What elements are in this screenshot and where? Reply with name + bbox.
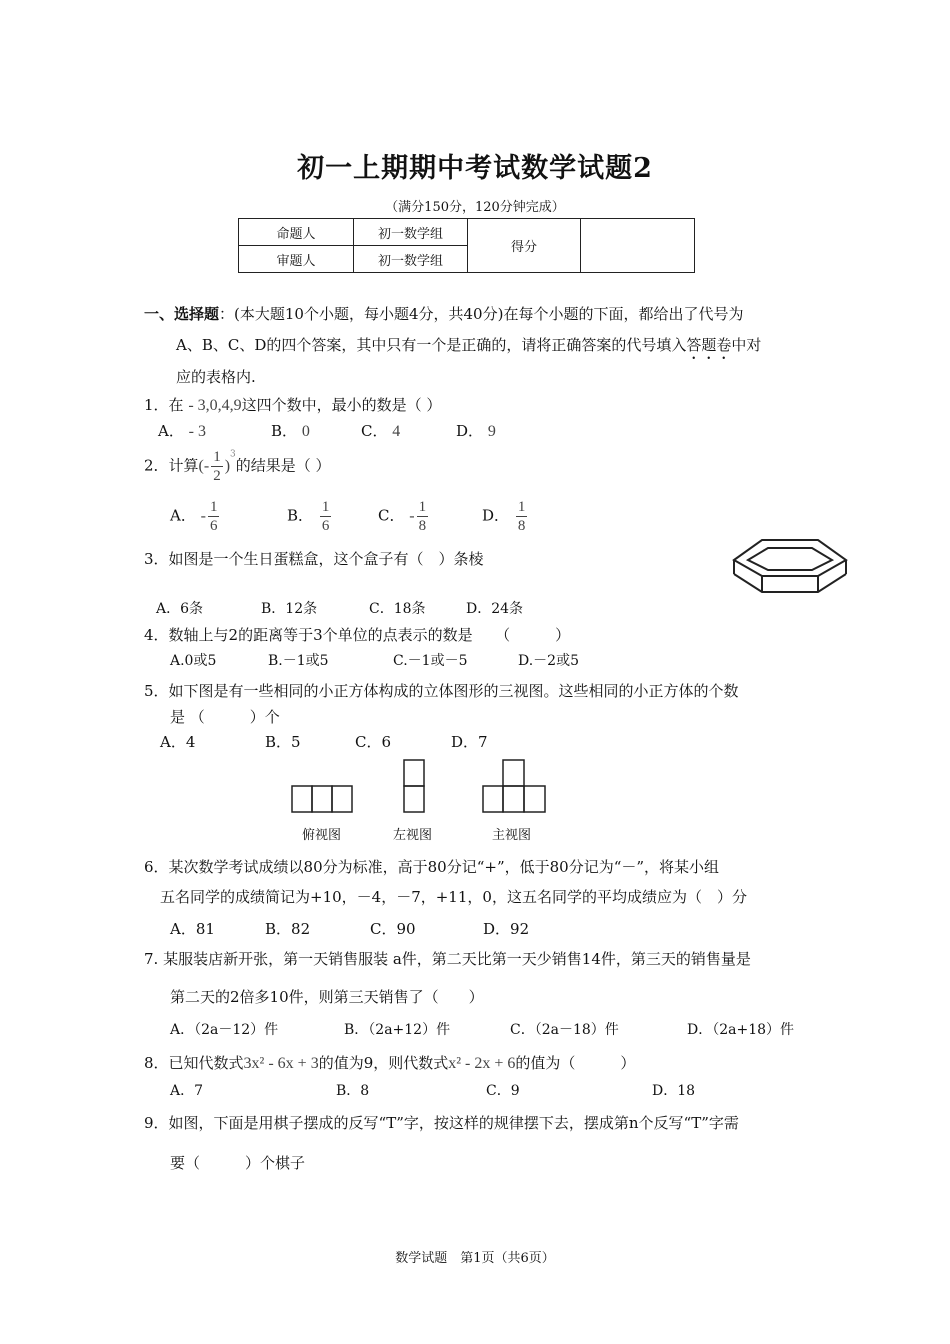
q1-label-a: A． (158, 422, 184, 440)
q2-expr-numerator: 1 (213, 449, 221, 465)
question-1-stem (144, 394, 441, 415)
reviewer-label: 审题人 (239, 246, 354, 273)
q3-option-d[interactable]: D．24条 (466, 601, 524, 617)
q8-option-c[interactable]: C．9 (486, 1083, 520, 1099)
q2-label-d: D． (482, 506, 510, 525)
q2-label-b: B． (287, 506, 314, 525)
q8-expression-1: 3x² - 6x + 3 (243, 1055, 319, 1072)
q1-value-b: 0 (301, 423, 310, 440)
q2-fraction-d (516, 498, 528, 535)
q7-option-c[interactable]: C．（2a－18）件 (510, 1022, 619, 1038)
left-view-cell (404, 786, 424, 812)
q2-expr-denominator: 2 (213, 468, 221, 484)
q2-stem-b: 的结果是（ ） (235, 456, 331, 475)
question-9-stem-line2: 要（ ）个棋子 (170, 1154, 306, 1172)
top-view-cell (292, 786, 312, 812)
q5-option-d[interactable]: D．7 (451, 733, 488, 751)
q2-fraction-a (208, 498, 220, 535)
q5-option-c[interactable]: C．6 (355, 733, 392, 751)
q7-option-a[interactable]: A．（2a－12）件 (170, 1022, 279, 1038)
q8-stem-b: 的值为9，则代数式 (318, 1054, 449, 1072)
question-6-stem-line2: 五名同学的成绩简记为+10，－4，－7，+11，0，这五名同学的平均成绩应为（ ）分 (160, 888, 747, 906)
q2-den-d: 8 (517, 518, 526, 534)
q1-number-set: - 3,0,4,9 (188, 397, 242, 414)
q8-option-d[interactable]: D．18 (652, 1083, 696, 1099)
front-view-cell (524, 786, 545, 812)
left-view-cell (404, 760, 424, 786)
q2-num-b: 1 (321, 499, 330, 515)
question-7-stem-line2: 第二天的2倍多10件，则第三天销售了（ ） (170, 988, 484, 1006)
q6-option-c[interactable]: C．90 (370, 920, 416, 938)
q1-option-a[interactable] (158, 420, 206, 441)
section-instr-2a: A、B、C、D的四个答案，其中只有一个是正确的，请将正确答案的代号填入 (176, 336, 687, 354)
q2-fraction-b (320, 498, 332, 535)
q1-label-b: B． (271, 422, 298, 440)
section-instructions-line1 (144, 303, 743, 324)
q1-label-d: D． (456, 422, 484, 440)
q2-den-c: 8 (418, 518, 427, 534)
q1-option-d[interactable] (456, 420, 496, 441)
q4-option-d[interactable]: D.－2或5 (518, 653, 579, 669)
answer-sheet-emphasis: 答题卷 (686, 336, 732, 354)
q2-expr-suffix: ) (224, 457, 231, 475)
question-8-stem (144, 1052, 635, 1073)
q4-option-a[interactable]: A.0或5 (170, 653, 217, 669)
question-2-stem (144, 448, 331, 485)
question-3-stem: 3．如图是一个生日蛋糕盒，这个盒子有（ ）条棱 (144, 550, 484, 568)
reviewer-value: 初一数学组 (354, 246, 468, 273)
q1-stem-b: 这四个数中，最小的数是（ ） (241, 396, 442, 414)
q2-option-a[interactable] (170, 498, 221, 535)
q2-sign-a: - (200, 507, 206, 525)
q6-option-d[interactable]: D．92 (483, 920, 530, 938)
hexagonal-cake-box-figure (728, 536, 852, 598)
q1-value-c: 4 (392, 423, 401, 440)
q3-option-b[interactable]: B．12条 (261, 601, 318, 617)
setter-value: 初一数学组 (354, 219, 468, 246)
q3-option-a[interactable]: A．6条 (156, 601, 204, 617)
question-5-stem-line1: 5．如下图是有一些相同的小正方体构成的立体图形的三视图。这些相同的小正方体的个数 (144, 682, 739, 700)
score-cell[interactable] (581, 219, 695, 273)
q3-option-c[interactable]: C．18条 (369, 601, 426, 617)
q7-option-d[interactable]: D．（2a+18）件 (687, 1022, 795, 1038)
q5-option-b[interactable]: B．5 (265, 733, 301, 751)
q6-option-b[interactable]: B．82 (265, 920, 311, 938)
front-view-cell (483, 786, 503, 812)
top-view-cell (332, 786, 352, 812)
q2-label-a: A． (170, 506, 196, 525)
q1-value-a: - 3 (188, 423, 206, 440)
q4-option-b[interactable]: B.－1或5 (268, 653, 329, 669)
q5-option-a[interactable]: A．4 (160, 733, 196, 751)
q7-option-b[interactable]: B．（2a+12）件 (344, 1022, 451, 1038)
q4-option-c[interactable]: C.－1或－5 (393, 653, 468, 669)
q2-num-a: 1 (209, 499, 218, 515)
q8-option-b[interactable]: B．8 (336, 1083, 370, 1099)
front-view-cell (503, 786, 524, 812)
left-view-label: 左视图 (393, 828, 433, 843)
q2-expr-exponent: 3 (230, 449, 236, 460)
q2-fraction-c (417, 498, 429, 535)
three-views-figure (290, 758, 550, 816)
section-instructions-line2 (176, 334, 761, 363)
section-heading: 一、选择题 (144, 305, 220, 323)
front-view-cell (503, 760, 524, 786)
q8-stem-a: 8．已知代数式 (144, 1054, 244, 1072)
q1-option-b[interactable] (271, 420, 310, 441)
q2-num-d: 1 (517, 499, 526, 515)
front-view-label: 主视图 (492, 828, 532, 843)
question-7-stem-line1: 7. 某服装店新开张，第一天销售服装 a件，第二天比第一天少销售14件，第三天的销售量是 (144, 950, 751, 968)
q1-option-c[interactable] (361, 420, 400, 441)
q2-option-c[interactable] (378, 498, 430, 535)
q1-stem-a: 1．在 (144, 396, 184, 414)
q8-stem-c: 的值为（ ） (515, 1054, 636, 1072)
section-instr-1: ：(本大题10个小题，每小题4分，共40分)在每个小题的下面，都给出了代号为 (219, 305, 744, 323)
info-table (238, 218, 695, 273)
section-instr-2b: 中对 (731, 336, 762, 354)
q2-option-b[interactable] (287, 498, 333, 535)
question-6-stem-line1: 6．某次数学考试成绩以80分为标准，高于80分记“+”，低于80分记为“－”，将某小组 (144, 858, 720, 876)
page-title: 初一上期期中考试数学试题2 (297, 153, 653, 184)
score-label: 得分 (468, 219, 581, 273)
q2-expr-prefix: (- (198, 457, 210, 475)
q1-label-c: C． (361, 422, 388, 440)
q8-expression-2: x² - 2x + 6 (448, 1055, 516, 1072)
section-instr-3: 应的表格内. (176, 368, 256, 386)
page-footer: 数学试题 第1页（共6页） (395, 1251, 555, 1266)
page-subtitle: （满分150分，120分钟完成） (385, 200, 565, 215)
q2-den-a: 6 (209, 518, 218, 534)
top-view-cell (312, 786, 332, 812)
q1-value-d: 9 (487, 423, 496, 440)
q2-label-c: C． (378, 506, 405, 525)
question-5-stem-line2: 是 （ ）个 (170, 708, 280, 726)
q2-num-c: 1 (418, 499, 427, 515)
q2-expr-fraction (211, 448, 223, 485)
top-view-label: 俯视图 (302, 828, 342, 843)
q2-option-d[interactable] (482, 498, 529, 535)
question-4-stem: 4．数轴上与2的距离等于3个单位的点表示的数是 （ ） (144, 626, 571, 644)
q2-den-b: 6 (321, 518, 330, 534)
q2-sign-c: - (409, 507, 415, 525)
q2-stem-a: 2．计算 (144, 456, 199, 475)
q8-option-a[interactable]: A．7 (170, 1083, 204, 1099)
setter-label: 命题人 (239, 219, 354, 246)
q6-option-a[interactable]: A．81 (170, 920, 215, 938)
question-9-stem-line1: 9．如图，下面是用棋子摆成的反写“T”字，按这样的规律摆下去，摆成第n个反写“T”字需 (144, 1114, 739, 1132)
